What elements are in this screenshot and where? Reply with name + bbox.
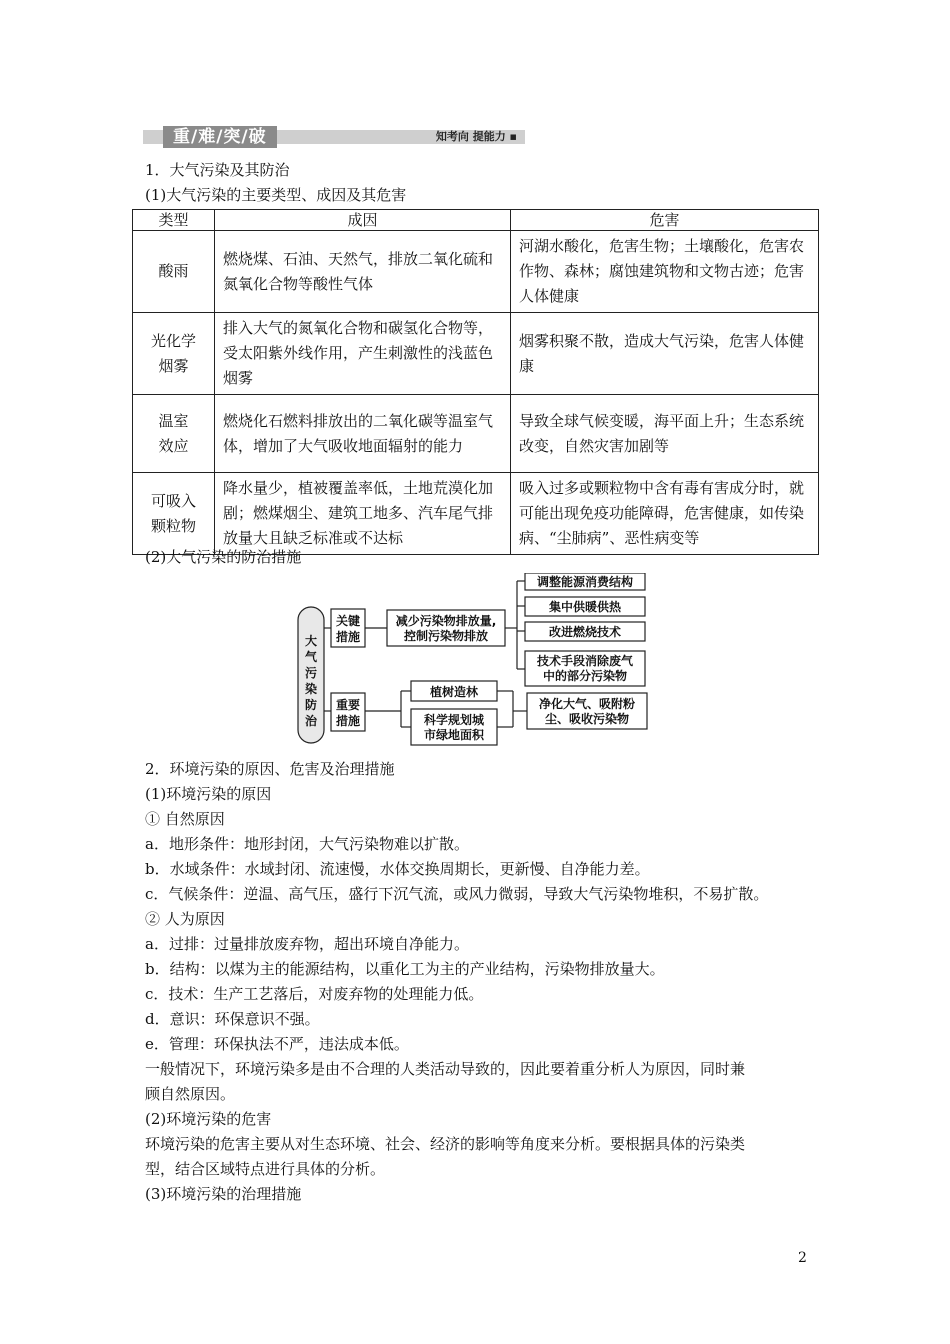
row-cause: 燃烧化石燃料排放出的二氧化碳等温室气体，增加了大气吸收地面辐射的能力 (215, 395, 511, 473)
row-type: 可吸入 颗粒物 (133, 473, 215, 555)
diagram-root-char: 治 (304, 714, 318, 728)
banner-subtitle: 知考向 提能力 ▪ (435, 130, 517, 143)
section2-heading: 2．环境污染的原因、危害及治理措施 (145, 760, 395, 778)
row-type: 酸雨 (133, 231, 215, 313)
row-type: 光化学 烟雾 (133, 313, 215, 395)
section2-sub3: (3)环境污染的治理措施 (145, 1185, 302, 1203)
row-harm: 导致全球气候变暖，海平面上升；生态系统改变，自然灾害加剧等 (511, 395, 819, 473)
human-cause-b: b．结构：以煤为主的能源结构，以重化工为主的产业结构，污染物排放量大。 (145, 960, 665, 978)
header-type: 类型 (133, 210, 215, 231)
row-cause: 降水量少，植被覆盖率低，土地荒漠化加剧；燃煤烟尘、建筑工地多、汽车尾气排放量大且缺乏标准或不达标 (215, 473, 511, 555)
section2-sub1: (1)环境污染的原因 (145, 785, 272, 803)
section1-sub2: (2)大气污染的防治措施 (145, 548, 302, 566)
diagram-imp-result: 尘、吸收污染物 (544, 712, 630, 726)
table-row (133, 473, 819, 555)
row-cause: 排入大气的氮氧化合物和碳氢化合物等，受太阳紫外线作用，产生刺激性的浅蓝色烟雾 (215, 313, 511, 395)
table-row (133, 313, 819, 395)
natural-causes-heading: ① 自然原因 (145, 810, 225, 828)
diagram-key-item: 调整能源消费结构 (536, 575, 634, 589)
diagram-key-item: 中的部分污染物 (542, 669, 628, 683)
natural-cause-a: a．地形条件：地形封闭，大气污染物难以扩散。 (145, 835, 469, 853)
header-harm: 危害 (511, 210, 819, 231)
human-causes-heading: ② 人为原因 (145, 910, 225, 928)
row-harm: 吸入过多或颗粒物中含有毒有害成分时，就可能出现免疫功能障碍，危害健康，如传染病、“尘肺病”、恶性病变等 (511, 473, 819, 555)
row-cause: 燃烧煤、石油、天然气，排放二氧化硫和氮氧化合物等酸性气体 (215, 231, 511, 313)
diagram-root-char: 大 (304, 634, 318, 648)
table-row (133, 231, 819, 313)
page-number: 2 (798, 1250, 807, 1266)
table-header-row (133, 210, 819, 231)
diagram-root-char: 气 (304, 650, 318, 664)
banner-title: 重/难/突/破 (163, 126, 277, 148)
diagram-imp-item: 科学规划城 (423, 713, 485, 727)
diagram-key-center: 减少污染物排放量, (395, 614, 497, 628)
section1-sub1: (1)大气污染的主要类型、成因及其危害 (145, 186, 407, 204)
diagram-imp-result: 净化大气、吸附粉 (538, 697, 636, 711)
diagram-key-item: 技术手段消除废气 (536, 654, 634, 668)
section2-sub2: (2)环境污染的危害 (145, 1110, 272, 1128)
human-cause-d: d．意识：环保意识不强。 (145, 1010, 320, 1028)
natural-cause-b: b．水域条件：水域封闭、流速慢，水体交换周期长，更新慢、自净能力差。 (145, 860, 650, 878)
section-banner (143, 126, 525, 148)
diagram-root-char: 污 (304, 666, 318, 680)
row-type: 温室 效应 (133, 395, 215, 473)
diagram-key-center: 控制污染物排放 (403, 629, 489, 643)
section1-heading: 1．大气污染及其防治 (145, 161, 290, 179)
natural-cause-c: c．气候条件：逆温、高气压，盛行下沉气流，或风力微弱，导致大气污染物堆积，不易扩散。 (145, 885, 769, 903)
pollution-table (132, 209, 819, 555)
diagram-imp-item: 市绿地面积 (423, 728, 485, 742)
row-harm: 烟雾积聚不散，造成大气污染，危害人体健康 (511, 313, 819, 395)
human-cause-e: e．管理：环保执法不严，违法成本低。 (145, 1035, 409, 1053)
diagram-imp-item: 植树造林 (429, 685, 479, 699)
paragraph-1-line-2: 顾自然原因。 (145, 1085, 236, 1103)
diagram-imp-label: 重要 (335, 698, 361, 712)
diagram-root-char: 染 (304, 682, 318, 696)
paragraph-1-line-1: 一般情况下，环境污染多是由不合理的人类活动导致的，因此要着重分析人为原因，同时兼 (145, 1060, 746, 1078)
human-cause-a: a．过排：过量排放废弃物，超出环境自净能力。 (145, 935, 469, 953)
diagram-key-item: 改进燃烧技术 (548, 625, 622, 639)
row-harm: 河湖水酸化，危害生物；土壤酸化，危害农作物、森林；腐蚀建筑物和文物古迹；危害人体健康 (511, 231, 819, 313)
pollution-control-diagram (295, 573, 655, 751)
diagram-key-label: 关键 (335, 614, 361, 628)
diagram-key-item: 集中供暖供热 (548, 600, 622, 614)
header-cause: 成因 (215, 210, 511, 231)
diagram-imp-label: 措施 (335, 714, 361, 728)
diagram-key-label: 措施 (335, 630, 361, 644)
paragraph-2-line-2: 型，结合区域特点进行具体的分析。 (145, 1160, 386, 1178)
human-cause-c: c．技术：生产工艺落后，对废弃物的处理能力低。 (145, 985, 484, 1003)
table-row (133, 395, 819, 473)
diagram-root-char: 防 (304, 698, 318, 712)
paragraph-2-line-1: 环境污染的危害主要从对生态环境、社会、经济的影响等角度来分析。要根据具体的污染类 (145, 1135, 746, 1153)
